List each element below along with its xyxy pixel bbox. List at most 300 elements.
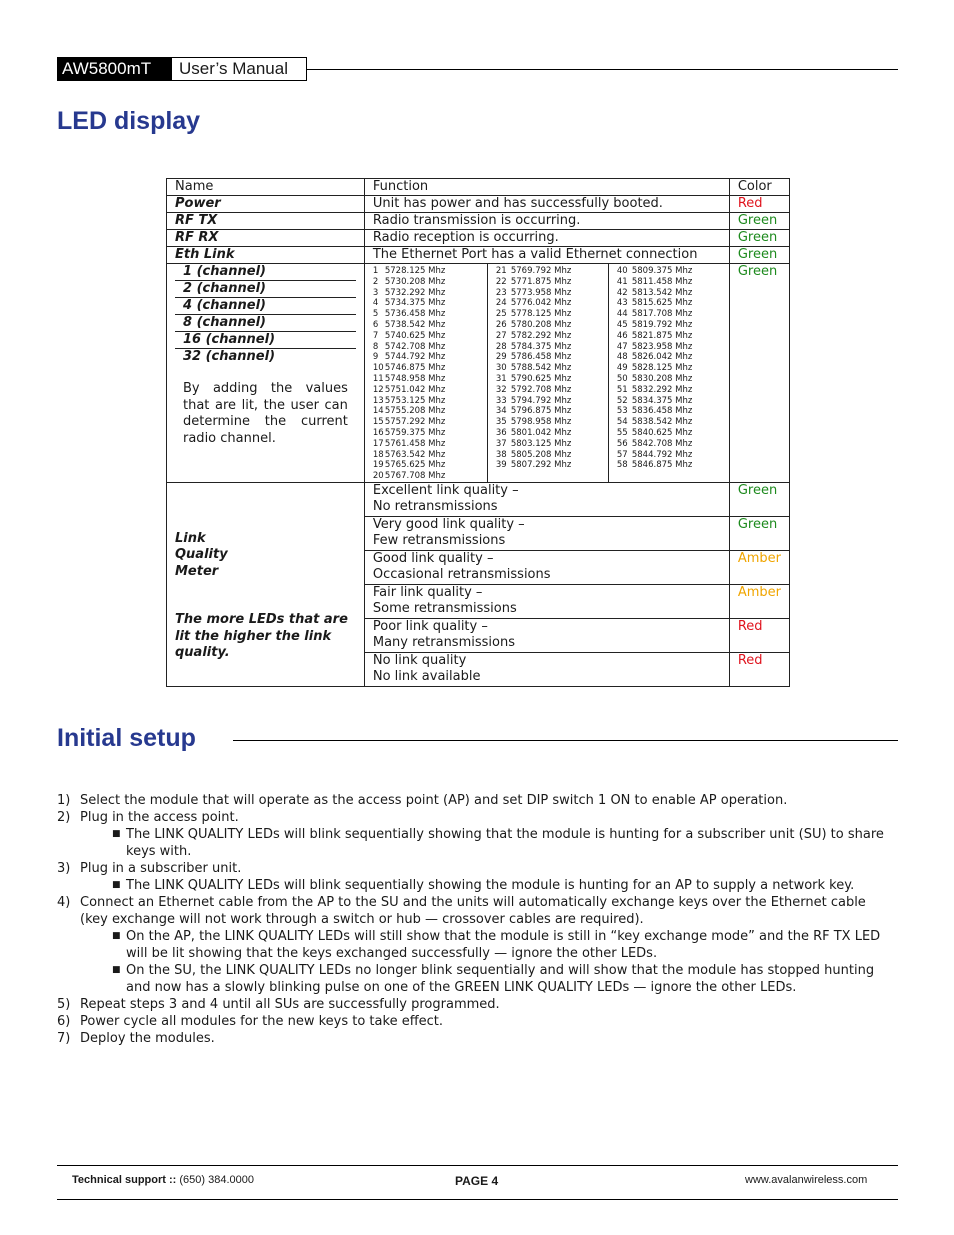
led-function: Unit has power and has successfully booted.	[364, 196, 729, 213]
support-label: Technical support	[72, 1174, 166, 1186]
frequency-item	[617, 342, 713, 353]
step-text: Plug in a subscriber unit.	[80, 861, 242, 876]
frequency-item	[496, 288, 608, 299]
channel-number: 20	[372, 471, 384, 482]
frequency-value: 5809.375	[631, 266, 673, 276]
frequency-item	[617, 331, 713, 342]
channel-number: 23	[495, 287, 507, 298]
frequency-unit: Mhz	[675, 276, 693, 287]
initial-setup-heading: Initial setup	[57, 724, 196, 752]
channel-number: 37	[495, 438, 507, 449]
frequency-unit: Mhz	[428, 384, 446, 395]
frequency-item	[496, 331, 608, 342]
frequency-value: 5740.625	[384, 330, 426, 341]
frequency-value: 5826.042	[631, 352, 673, 363]
led-name: Eth Link	[167, 247, 365, 264]
channel-number: 29	[495, 352, 507, 363]
bullet-icon: ■	[112, 880, 121, 890]
frequency-item	[373, 277, 487, 288]
channel-row	[167, 264, 790, 483]
support-phone: (650) 384.0000	[179, 1174, 254, 1186]
step-text: Deploy the modules.	[80, 1031, 215, 1046]
frequency-unit: Mhz	[675, 460, 693, 471]
channel-number: 17	[372, 438, 384, 449]
frequency-item	[617, 320, 713, 331]
channel-number: 6	[372, 319, 379, 330]
frequency-item	[617, 374, 713, 385]
frequency-item	[373, 385, 487, 396]
channel-number: 55	[616, 427, 628, 438]
frequency-value: 5828.125	[631, 363, 673, 374]
frequency-value: 5784.375	[510, 341, 552, 352]
frequency-column	[487, 264, 608, 482]
led-table	[166, 178, 790, 687]
frequency-unit: Mhz	[554, 438, 572, 449]
header-name: Name	[167, 179, 365, 196]
frequency-value: 5730.208	[384, 276, 426, 287]
frequency-item	[496, 277, 608, 288]
frequency-value: 5817.708	[631, 309, 673, 320]
frequency-value: 5834.375	[631, 395, 673, 406]
frequency-item	[373, 331, 487, 342]
frequency-unit: Mhz	[554, 352, 572, 363]
frequency-unit: Mhz	[428, 287, 446, 298]
frequency-item	[373, 439, 487, 450]
frequency-value: 5736.458	[384, 309, 426, 320]
frequency-value: 5801.042	[510, 427, 552, 438]
substep-text: On the SU, the LINK QUALITY LEDs no longer blink sequentially and will show that the module has stopped hunting and now has a slowly blinking pulse on one of the GREEN LINK QUALITY LEDs — ignore the other LEDs.	[126, 963, 875, 995]
link-quality-color: Red	[729, 618, 789, 652]
channel-number: 49	[616, 363, 628, 374]
channel-number: 11	[372, 373, 384, 384]
link-quality-row	[167, 482, 790, 516]
link-quality-name-cell	[167, 482, 365, 686]
led-display-heading: LED display	[57, 107, 201, 135]
retransmission-level: Many retransmissions	[372, 635, 515, 651]
frequency-item	[496, 439, 608, 450]
frequency-item	[617, 298, 713, 309]
frequency-value: 5813.542	[631, 287, 673, 298]
channel-number: 35	[495, 417, 507, 428]
frequency-value: 5753.125	[384, 395, 426, 406]
frequency-item	[373, 396, 487, 407]
link-quality-color: Green	[729, 516, 789, 550]
channel-number: 57	[616, 449, 628, 460]
frequency-unit: Mhz	[428, 309, 446, 320]
footer-rule-bottom	[57, 1199, 898, 1200]
frequency-value: 5832.292	[631, 384, 673, 395]
frequency-value: 5751.042	[384, 384, 426, 395]
step-number: 4)	[57, 895, 71, 910]
setup-substep	[57, 928, 897, 962]
channel-number: 24	[495, 298, 507, 309]
setup-substep	[57, 877, 897, 894]
channel-number: 56	[616, 438, 628, 449]
frequency-item	[373, 450, 487, 461]
link-quality-description	[364, 584, 729, 618]
frequency-unit: Mhz	[554, 384, 572, 395]
frequency-unit: Mhz	[554, 460, 572, 471]
led-color: Green	[729, 247, 789, 264]
channel-number: 33	[495, 395, 507, 406]
channel-names	[167, 264, 365, 483]
link-quality-color: Amber	[729, 584, 789, 618]
channel-number: 39	[495, 460, 507, 471]
frequency-item	[617, 460, 713, 471]
frequency-unit: Mhz	[554, 287, 572, 298]
frequency-item	[373, 288, 487, 299]
frequency-unit: Mhz	[428, 352, 446, 363]
channel-item: 16 (channel)	[175, 332, 356, 349]
retransmission-level: No link available	[372, 669, 481, 685]
frequency-value: 5821.875	[631, 330, 673, 341]
channel-number: 5	[372, 309, 379, 320]
frequency-unit: Mhz	[675, 395, 693, 406]
frequency-value: 5773.958	[510, 287, 552, 298]
frequency-unit: Mhz	[675, 266, 693, 276]
channel-number: 16	[372, 427, 384, 438]
frequency-unit: Mhz	[428, 341, 446, 352]
frequency-value: 5807.292	[510, 460, 552, 471]
channel-number: 27	[495, 330, 507, 341]
frequency-unit: Mhz	[428, 276, 446, 287]
frequency-value: 5840.625	[631, 427, 673, 438]
led-name: RF RX	[167, 230, 365, 247]
frequency-item	[496, 298, 608, 309]
channel-number: 45	[616, 319, 628, 330]
led-function: Radio transmission is occurring.	[364, 213, 729, 230]
channel-number: 36	[495, 427, 507, 438]
quality-level: Poor link quality –	[372, 618, 488, 634]
channel-item: 8 (channel)	[175, 315, 356, 332]
setup-step	[57, 860, 897, 877]
frequency-unit: Mhz	[428, 406, 446, 417]
frequency-unit: Mhz	[675, 287, 693, 298]
frequency-value: 5823.958	[631, 341, 673, 352]
frequency-value: 5780.208	[510, 319, 552, 330]
frequency-value: 5732.292	[384, 287, 426, 298]
frequency-value: 5748.958	[384, 373, 426, 384]
bullet-icon: ■	[112, 829, 121, 839]
led-function: Radio reception is occurring.	[364, 230, 729, 247]
frequency-item	[617, 277, 713, 288]
frequency-unit: Mhz	[428, 417, 446, 428]
channel-item: 32 (channel)	[183, 349, 276, 364]
frequency-item	[617, 439, 713, 450]
quality-level: No link quality	[372, 652, 467, 668]
page-number: PAGE 4	[455, 1174, 499, 1188]
frequency-unit: Mhz	[675, 417, 693, 428]
channel-item: 2 (channel)	[175, 281, 356, 298]
frequency-unit: Mhz	[428, 266, 446, 276]
setup-step	[57, 1030, 897, 1047]
link-quality-name: Link Quality Meter	[175, 530, 228, 579]
step-text: Plug in the access point.	[80, 810, 239, 825]
channel-number: 9	[372, 352, 379, 363]
channel-number: 58	[616, 460, 628, 471]
channel-number: 28	[495, 341, 507, 352]
frequency-value: 5763.542	[384, 449, 426, 460]
table-row	[167, 230, 790, 247]
frequency-unit: Mhz	[675, 330, 693, 341]
channel-number: 19	[372, 460, 384, 471]
channel-number: 10	[372, 363, 384, 374]
frequency-value: 5842.708	[631, 438, 673, 449]
frequency-item	[496, 352, 608, 363]
frequency-item	[373, 298, 487, 309]
frequency-unit: Mhz	[428, 438, 446, 449]
channel-number: 2	[372, 276, 379, 287]
frequency-value: 5734.375	[384, 298, 426, 309]
channel-number: 4	[372, 298, 379, 309]
frequency-column	[608, 264, 713, 482]
frequency-value: 5771.875	[510, 276, 552, 287]
frequency-value: 5844.792	[631, 449, 673, 460]
frequency-unit: Mhz	[554, 406, 572, 417]
frequency-item	[617, 266, 713, 277]
led-color: Green	[729, 230, 789, 247]
table-row	[167, 196, 790, 213]
frequency-unit: Mhz	[428, 330, 446, 341]
frequency-value: 5767.708	[384, 471, 426, 482]
channel-number: 7	[372, 330, 379, 341]
frequency-value: 5757.292	[384, 417, 426, 428]
frequency-item	[373, 406, 487, 417]
retransmission-level: No retransmissions	[372, 499, 498, 515]
frequency-unit: Mhz	[428, 319, 446, 330]
frequency-value: 5769.792	[510, 266, 552, 276]
frequency-unit: Mhz	[554, 266, 572, 276]
frequency-unit: Mhz	[675, 373, 693, 384]
frequency-unit: Mhz	[675, 319, 693, 330]
step-text: Power cycle all modules for the new keys to take effect.	[80, 1014, 444, 1029]
frequency-item	[373, 266, 487, 277]
frequency-item	[496, 406, 608, 417]
frequency-item	[617, 450, 713, 461]
channel-number: 54	[616, 417, 628, 428]
frequency-item	[617, 428, 713, 439]
substep-text: On the AP, the LINK QUALITY LEDs will still show that the module is still in “key exchange mode” and the RF TX LED will be lit showing that the keys exchanged successfully — ignore the other LEDs.	[126, 929, 881, 961]
frequency-unit: Mhz	[428, 373, 446, 384]
link-quality-color: Green	[729, 482, 789, 516]
channel-number: 34	[495, 406, 507, 417]
step-number: 6)	[57, 1014, 71, 1029]
frequency-item	[496, 320, 608, 331]
frequency-unit: Mhz	[675, 406, 693, 417]
frequency-item	[496, 417, 608, 428]
frequency-value: 5846.875	[631, 460, 673, 471]
quality-level: Very good link quality –	[372, 516, 525, 532]
channel-number: 51	[616, 384, 628, 395]
frequency-unit: Mhz	[554, 363, 572, 374]
channel-number: 12	[372, 384, 384, 395]
manual-title: User’s Manual	[171, 57, 307, 81]
frequency-item	[496, 428, 608, 439]
frequency-unit: Mhz	[554, 309, 572, 320]
channel-number: 1	[372, 266, 379, 276]
link-quality-color: Red	[729, 652, 789, 686]
frequency-value: 5830.208	[631, 373, 673, 384]
frequency-unit: Mhz	[428, 427, 446, 438]
frequency-unit: Mhz	[675, 309, 693, 320]
frequency-value: 5761.458	[384, 438, 426, 449]
step-number: 7)	[57, 1031, 71, 1046]
frequency-item	[496, 374, 608, 385]
channel-number: 3	[372, 287, 379, 298]
step-number: 1)	[57, 793, 71, 808]
frequency-value: 5805.208	[510, 449, 552, 460]
frequency-item	[617, 385, 713, 396]
frequency-value: 5742.708	[384, 341, 426, 352]
frequency-item	[373, 342, 487, 353]
quality-level: Fair link quality –	[372, 584, 483, 600]
frequency-value: 5838.542	[631, 417, 673, 428]
frequency-unit: Mhz	[554, 319, 572, 330]
frequency-unit: Mhz	[428, 471, 446, 482]
header-rule	[307, 69, 898, 70]
channel-number: 18	[372, 449, 384, 460]
frequency-value: 5746.875	[384, 363, 426, 374]
frequency-item	[373, 352, 487, 363]
quality-level: Good link quality –	[372, 550, 494, 566]
frequency-value: 5798.958	[510, 417, 552, 428]
led-color: Red	[729, 196, 789, 213]
channel-number: 31	[495, 373, 507, 384]
link-quality-description	[364, 482, 729, 516]
link-quality-description	[364, 516, 729, 550]
frequency-value: 5744.792	[384, 352, 426, 363]
led-color: Green	[729, 213, 789, 230]
frequency-unit: Mhz	[428, 363, 446, 374]
setup-substep	[57, 826, 897, 860]
frequency-value: 5788.542	[510, 363, 552, 374]
setup-step	[57, 1013, 897, 1030]
footer-rule-top	[57, 1165, 898, 1166]
substep-text: The LINK QUALITY LEDs will blink sequentially showing the module is hunting for an AP to supply a network key.	[126, 878, 855, 893]
channel-number: 22	[495, 276, 507, 287]
frequency-item	[373, 428, 487, 439]
channel-number: 53	[616, 406, 628, 417]
frequency-item	[617, 363, 713, 374]
link-quality-description	[364, 652, 729, 686]
frequency-item	[617, 352, 713, 363]
setup-step	[57, 894, 897, 928]
frequency-value: 5794.792	[510, 395, 552, 406]
channel-number: 30	[495, 363, 507, 374]
header-color: Color	[729, 179, 789, 196]
frequency-table	[365, 264, 729, 482]
link-quality-color: Amber	[729, 550, 789, 584]
frequency-value: 5776.042	[510, 298, 552, 309]
frequency-unit: Mhz	[554, 341, 572, 352]
frequency-unit: Mhz	[675, 298, 693, 309]
channel-color: Green	[729, 264, 789, 483]
setup-rule	[233, 740, 898, 741]
website-link[interactable]: www.avalanwireless.com	[745, 1174, 868, 1186]
frequency-item	[496, 396, 608, 407]
frequency-column	[365, 264, 487, 482]
led-function: The Ethernet Port has a valid Ethernet connection	[364, 247, 729, 264]
frequency-value: 5778.125	[510, 309, 552, 320]
setup-step	[57, 996, 897, 1013]
channel-number: 14	[372, 406, 384, 417]
frequency-item	[617, 417, 713, 428]
table-header-row	[167, 179, 790, 196]
channel-number: 46	[616, 330, 628, 341]
substep-text: The LINK QUALITY LEDs will blink sequentially showing that the module is hunting for a subscriber unit (SU) to share keys with.	[126, 827, 884, 859]
retransmission-level: Occasional retransmissions	[372, 567, 551, 583]
channel-number: 52	[616, 395, 628, 406]
step-number: 3)	[57, 861, 71, 876]
frequency-item	[373, 374, 487, 385]
frequency-item	[496, 342, 608, 353]
step-number: 2)	[57, 810, 71, 825]
step-text: Select the module that will operate as the access point (AP) and set DIP switch 1 ON to enable AP operation.	[80, 793, 788, 808]
led-name: RF TX	[167, 213, 365, 230]
step-text: Connect an Ethernet cable from the AP to the SU and the units will automatically exchange keys over the Ethernet cable (key exchange will not work through a switch or hub — crossover cables are required).	[80, 895, 866, 927]
frequency-value: 5738.542	[384, 319, 426, 330]
channel-number: 15	[372, 417, 384, 428]
frequency-value: 5796.875	[510, 406, 552, 417]
frequency-unit: Mhz	[428, 460, 446, 471]
frequency-unit: Mhz	[554, 373, 572, 384]
frequency-value: 5728.125	[384, 266, 426, 276]
frequency-unit: Mhz	[675, 352, 693, 363]
frequency-unit: Mhz	[675, 449, 693, 460]
frequency-unit: Mhz	[554, 417, 572, 428]
frequency-item	[617, 309, 713, 320]
link-quality-note: The more LEDs that are lit the higher the link quality.	[175, 612, 348, 661]
frequency-unit: Mhz	[554, 449, 572, 460]
frequency-item	[496, 309, 608, 320]
channel-number: 38	[495, 449, 507, 460]
channel-item: 1 (channel)	[175, 264, 356, 281]
frequency-value: 5759.375	[384, 427, 426, 438]
support-separator: ::	[168, 1174, 177, 1186]
channel-number: 8	[372, 341, 379, 352]
channel-note: By adding the values that are lit, the user can determine the current radio channel.	[183, 381, 348, 446]
frequency-unit: Mhz	[675, 363, 693, 374]
frequency-item	[373, 320, 487, 331]
frequency-item	[496, 460, 608, 471]
frequency-value: 5755.208	[384, 406, 426, 417]
frequency-item	[496, 450, 608, 461]
channel-number: 21	[495, 266, 507, 276]
channel-number: 42	[616, 287, 628, 298]
tech-support	[72, 1174, 254, 1186]
frequency-item	[496, 385, 608, 396]
frequency-unit: Mhz	[554, 276, 572, 287]
frequency-item	[373, 363, 487, 374]
frequency-unit: Mhz	[428, 395, 446, 406]
frequency-item	[373, 309, 487, 320]
channel-number: 50	[616, 373, 628, 384]
retransmission-level: Few retransmissions	[372, 533, 506, 549]
channel-number: 44	[616, 309, 628, 320]
frequency-value: 5782.292	[510, 330, 552, 341]
bullet-icon: ■	[112, 965, 121, 975]
frequency-unit: Mhz	[554, 298, 572, 309]
led-name: Power	[167, 196, 365, 213]
frequency-item	[496, 363, 608, 374]
channel-number: 32	[495, 384, 507, 395]
channel-number: 25	[495, 309, 507, 320]
frequency-item	[373, 460, 487, 471]
frequency-value: 5790.625	[510, 373, 552, 384]
table-row	[167, 213, 790, 230]
frequency-unit: Mhz	[554, 427, 572, 438]
frequency-unit: Mhz	[554, 395, 572, 406]
